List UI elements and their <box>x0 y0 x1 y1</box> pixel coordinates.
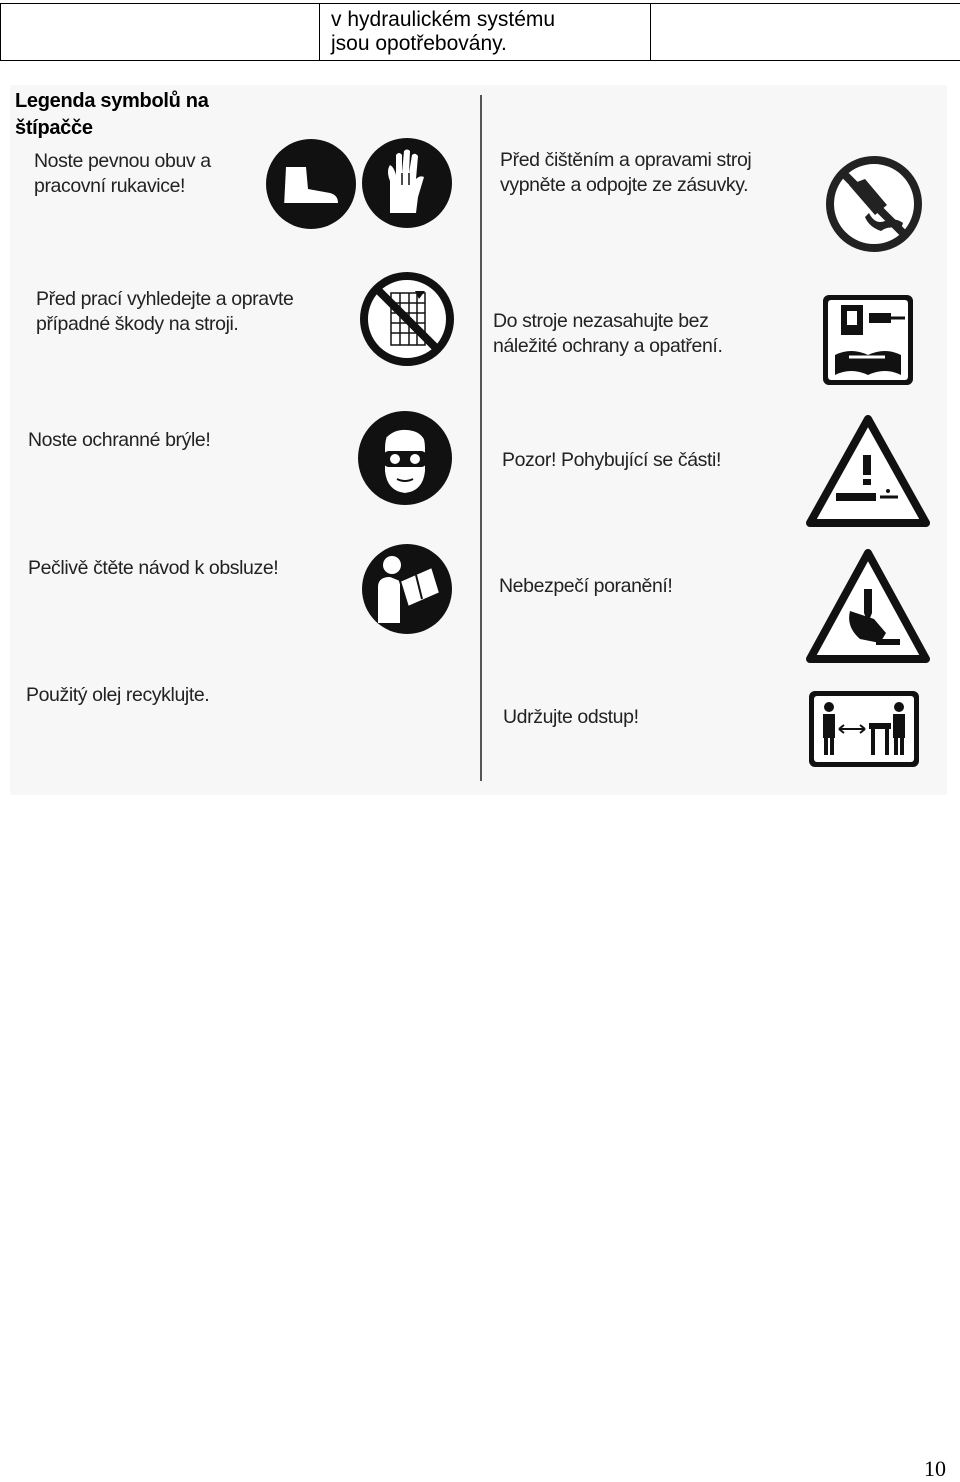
legend-text: Před prací vyhledejte a opravte <box>36 287 294 312</box>
legend-item-manual <box>28 556 278 581</box>
keep-distance-icon <box>807 689 921 769</box>
legend-title-line-2: štípačče <box>15 115 209 142</box>
column-divider <box>480 95 482 781</box>
legend-text: Pečlivě čtěte návod k obsluze! <box>28 556 278 581</box>
header-cell-right <box>651 4 960 61</box>
header-cell-middle <box>320 4 651 61</box>
legend-item-boots-gloves <box>34 149 211 199</box>
legend-text: Udržujte odstup! <box>503 705 639 730</box>
header-table <box>0 3 960 61</box>
legend-text: Použitý olej recyklujte. <box>26 683 209 708</box>
legend-text: Noste ochranné brýle! <box>28 428 210 453</box>
legend-text: Noste pevnou obuv a <box>34 149 211 174</box>
legend-text: Do stroje nezasahujte bez <box>493 309 722 334</box>
page-number: 10 <box>924 1456 946 1482</box>
legend-item-injury <box>499 574 672 599</box>
legend-text: Pozor! Pohybující se části! <box>502 448 721 473</box>
header-text-line-1: v hydraulickém systému <box>331 8 650 32</box>
legend-item-distance <box>503 705 639 730</box>
legend-text: pracovní rukavice! <box>34 174 211 199</box>
header-cell-left <box>1 4 320 61</box>
goggles-icon <box>357 409 453 507</box>
legend-text: náležité ochrany a opatření. <box>493 334 722 359</box>
no-damaged-grid-icon <box>359 271 455 367</box>
legend-item-moving-parts <box>502 448 721 473</box>
unplug-service-icon <box>821 293 915 387</box>
boot-icon <box>264 137 358 231</box>
hand-injury-warning-icon <box>806 549 930 665</box>
legend-item-inspect <box>36 287 294 337</box>
legend-title-line-1: Legenda symbolů na <box>15 88 209 115</box>
legend-text: Nebezpečí poranění! <box>499 574 672 599</box>
moving-parts-warning-icon <box>806 415 930 529</box>
header-text-line-2: jsou opotřebovány. <box>331 32 650 56</box>
read-manual-icon <box>360 541 454 637</box>
symbol-legend <box>10 85 947 795</box>
no-plug-icon <box>825 155 923 253</box>
legend-item-unplug <box>500 148 751 198</box>
legend-item-oil <box>26 683 209 708</box>
legend-text: případné škody na stroji. <box>36 312 294 337</box>
legend-title <box>15 88 209 142</box>
gloves-icon <box>360 135 454 231</box>
legend-item-goggles <box>28 428 210 453</box>
legend-text: Před čištěním a opravami stroj <box>500 148 751 173</box>
legend-item-protection <box>493 309 722 359</box>
legend-text: vypněte a odpojte ze zásuvky. <box>500 173 751 198</box>
